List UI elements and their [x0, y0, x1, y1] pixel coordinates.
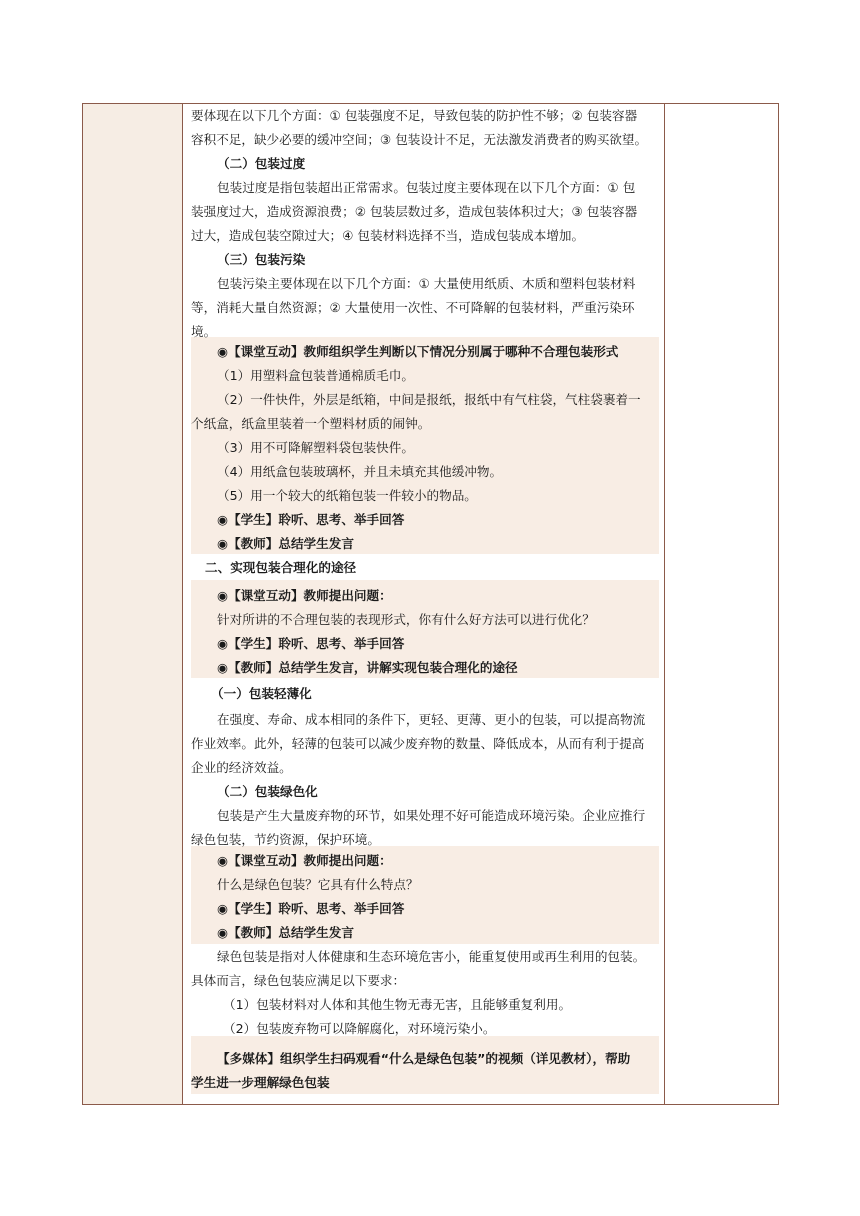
paragraph-line: 境。 — [191, 324, 217, 339]
paragraph-line: 企业的经济效益。 — [191, 760, 292, 775]
intro-line: 要体现在以下几个方面：① 包装强度不足，导致包装的防护性不够；② 包装容器 — [191, 108, 638, 123]
student-note: ◉【学生】聆听、思考、举手回答 — [217, 636, 405, 651]
requirement-item: （1）包装材料对人体和其他生物无毒无害，且能够重复利用。 — [223, 997, 572, 1012]
teacher-note: ◉【教师】总结学生发言 — [217, 536, 354, 551]
teacher-note: ◉【教师】总结学生发言 — [217, 925, 354, 940]
paragraph-line: 绿色包装，节约资源，保护环境。 — [191, 832, 380, 847]
paragraph-line: 绿色包装是指对人体健康和生态环境危害小，能重复使用或再生利用的包装。 — [217, 949, 646, 964]
paragraph-line: 包装是产生大量废弃物的环节，如果处理不好可能造成环境污染。企业应推行 — [217, 808, 646, 823]
interaction-title: ◉【课堂互动】教师组织学生判断以下情况分别属于哪种不合理包装形式 — [217, 344, 619, 359]
intro-line: 容积不足，缺少必要的缓冲空间；③ 包装设计不足，无法激发消费者的购买欲望。 — [191, 132, 648, 147]
paragraph-line: 包装污染主要体现在以下几个方面：① 大量使用纸质、木质和塑料包装材料 — [217, 276, 636, 291]
lesson-table — [82, 103, 779, 1105]
heading-overpack: （二）包装过度 — [217, 156, 306, 171]
list-item: （5）用一个较大的纸箱包装一件较小的物品。 — [217, 488, 477, 503]
paragraph-line: 包装过度是指包装超出正常需求。包装过度主要体现在以下几个方面：① 包 — [217, 180, 636, 195]
question-text: 针对所讲的不合理包装的表现形式，你有什么好方法可以进行优化？ — [217, 612, 595, 627]
left-column — [83, 104, 183, 1104]
heading-pollution: （三）包装污染 — [217, 252, 306, 267]
list-item: （2）一件快件，外层是纸箱，中间是报纸，报纸中有气柱袋，气柱袋裹着一 — [217, 392, 641, 407]
student-note: ◉【学生】聆听、思考、举手回答 — [217, 901, 405, 916]
list-item: 个纸盒，纸盒里装着一个塑料材质的闹钟。 — [191, 416, 431, 431]
interaction-title: ◉【课堂互动】教师提出问题： — [217, 853, 392, 868]
list-item: （1）用塑料盒包装普通棉质毛巾。 — [217, 368, 414, 383]
list-item: （3）用不可降解塑料袋包装快件。 — [217, 440, 414, 455]
paragraph-line: 作业效率。此外，轻薄的包装可以减少废弃物的数量、降低成本，从而有利于提高 — [191, 736, 645, 751]
media-note: 学生进一步理解绿色包装 — [191, 1075, 330, 1090]
right-column — [664, 104, 778, 1104]
paragraph-line: 具体而言，绿色包装应满足以下要求： — [191, 973, 406, 988]
student-note: ◉【学生】聆听、思考、举手回答 — [217, 512, 405, 527]
media-note: 【多媒体】组织学生扫码观看“什么是绿色包装”的视频（详见教材），帮助 — [217, 1051, 631, 1066]
heading-light: （一）包装轻薄化 — [211, 686, 312, 701]
teacher-note: ◉【教师】总结学生发言，讲解实现包装合理化的途径 — [217, 660, 518, 675]
section-heading: 二、实现包装合理化的途径 — [205, 560, 357, 575]
heading-green: （二）包装绿色化 — [217, 784, 318, 799]
list-item: （4）用纸盒包装玻璃杯，并且未填充其他缓冲物。 — [217, 464, 503, 479]
interaction-title: ◉【课堂互动】教师提出问题： — [217, 588, 392, 603]
paragraph-line: 装强度过大，造成资源浪费；② 包装层数过多，造成包装体积过大；③ 包装容器 — [191, 204, 638, 219]
requirement-item: （2）包装废弃物可以降解腐化，对环境污染小。 — [223, 1021, 496, 1036]
paragraph-line: 等，消耗大量自然资源；② 大量使用一次性、不可降解的包装材料，严重污染环 — [191, 300, 635, 315]
paragraph-line: 过大，造成包装空隙过大；④ 包装材料选择不当，造成包装成本增加。 — [191, 228, 585, 243]
paragraph-line: 在强度、寿命、成本相同的条件下，更轻、更薄、更小的包装，可以提高物流 — [217, 712, 646, 727]
question-text: 什么是绿色包装？它具有什么特点？ — [217, 877, 419, 892]
